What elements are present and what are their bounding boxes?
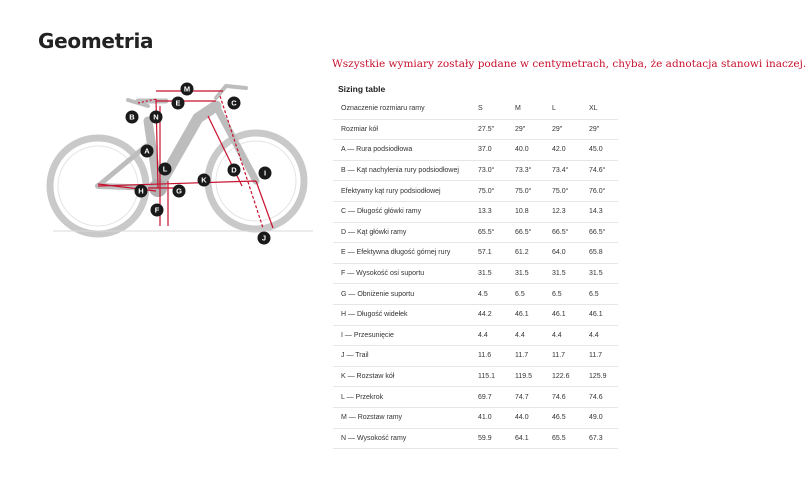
- row-value: 29": [581, 119, 618, 140]
- diagram-label-e: [172, 97, 185, 110]
- diagram-label-h: [135, 185, 148, 198]
- svg-text:K: K: [201, 175, 207, 185]
- row-value: 73.0°: [470, 160, 507, 181]
- row-label: I — Przesunięcie: [333, 325, 470, 346]
- row-value: 73.3°: [507, 160, 544, 181]
- row-value: 42.0: [544, 140, 581, 161]
- svg-text:D: D: [231, 165, 237, 175]
- row-value: 13.3: [470, 201, 507, 222]
- row-value: 4.4: [581, 325, 618, 346]
- row-label: K — Rozstaw kół: [333, 366, 470, 387]
- row-value: 45.0: [581, 140, 618, 161]
- table-row: [333, 346, 618, 367]
- svg-text:G: G: [176, 186, 182, 196]
- row-value: 41.0: [470, 407, 507, 428]
- svg-text:B: B: [129, 112, 135, 122]
- row-value: 67.3: [581, 428, 618, 449]
- svg-text:L: L: [162, 164, 168, 174]
- row-value: 46.1: [544, 304, 581, 325]
- table-row: [333, 284, 618, 305]
- svg-text:I: I: [263, 168, 267, 178]
- diagram-label-b: [126, 111, 139, 124]
- row-value: 74.6: [544, 387, 581, 408]
- header-size-m: M: [507, 99, 544, 119]
- table-row: [333, 428, 618, 449]
- row-value: 49.0: [581, 407, 618, 428]
- row-value: 10.8: [507, 201, 544, 222]
- row-value: 6.5: [544, 284, 581, 305]
- svg-text:H: H: [138, 186, 144, 196]
- row-value: 46.1: [507, 304, 544, 325]
- row-value: 74.7: [507, 387, 544, 408]
- row-value: 65.5°: [470, 222, 507, 243]
- diagram-label-c: [228, 97, 241, 110]
- row-label: Rozmiar kół: [333, 119, 470, 140]
- row-value: 14.3: [581, 201, 618, 222]
- row-value: 6.5: [507, 284, 544, 305]
- table-row: [333, 201, 618, 222]
- page-title: Geometria: [38, 29, 154, 53]
- row-value: 29": [544, 119, 581, 140]
- row-value: 75.0°: [507, 181, 544, 202]
- row-value: 4.4: [544, 325, 581, 346]
- row-value: 11.7: [507, 346, 544, 367]
- header-size-l: L: [544, 99, 581, 119]
- row-value: 44.2: [470, 304, 507, 325]
- row-value: 37.0: [470, 140, 507, 161]
- diagram-label-g: [173, 185, 186, 198]
- row-label: M — Rozstaw ramy: [333, 407, 470, 428]
- diagram-label-i: [259, 167, 272, 180]
- row-value: 65.8: [581, 243, 618, 264]
- row-value: 66.5°: [581, 222, 618, 243]
- row-value: 65.5: [544, 428, 581, 449]
- table-row: [333, 387, 618, 408]
- row-label: F — Wysokość osi suportu: [333, 263, 470, 284]
- table-row: [333, 160, 618, 181]
- row-value: 75.0°: [470, 181, 507, 202]
- row-value: 31.5: [544, 263, 581, 284]
- table-row: [333, 181, 618, 202]
- diagram-label-d: [228, 164, 241, 177]
- row-value: 66.5°: [544, 222, 581, 243]
- diagram-label-j: [258, 232, 271, 245]
- row-value: 61.2: [507, 243, 544, 264]
- table-row: [333, 366, 618, 387]
- row-value: 69.7: [470, 387, 507, 408]
- row-value: 125.9: [581, 366, 618, 387]
- diagram-label-l: [159, 163, 172, 176]
- row-value: 76.0°: [581, 181, 618, 202]
- row-value: 122.6: [544, 366, 581, 387]
- row-value: 4.4: [470, 325, 507, 346]
- svg-text:C: C: [231, 98, 237, 108]
- row-value: 27.5": [470, 119, 507, 140]
- bike-geometry-diagram: [48, 76, 318, 251]
- row-label: J — Trail: [333, 346, 470, 367]
- table-row: [333, 222, 618, 243]
- table-row: [333, 263, 618, 284]
- row-value: 59.9: [470, 428, 507, 449]
- row-value: 74.6°: [581, 160, 618, 181]
- row-value: 40.0: [507, 140, 544, 161]
- row-value: 75.0°: [544, 181, 581, 202]
- row-value: 46.1: [581, 304, 618, 325]
- row-value: 64.0: [544, 243, 581, 264]
- row-value: 44.0: [507, 407, 544, 428]
- row-value: 64.1: [507, 428, 544, 449]
- row-value: 46.5: [544, 407, 581, 428]
- row-label: L — Przekrok: [333, 387, 470, 408]
- svg-text:N: N: [153, 112, 159, 122]
- diagram-label-n: [150, 111, 163, 124]
- diagram-label-k: [198, 174, 211, 187]
- units-note: Wszystkie wymiary zostały podane w centymetrach, chyba, że adnotacja stanowi inaczej.: [332, 58, 806, 70]
- row-value: 74.6: [581, 387, 618, 408]
- svg-text:A: A: [144, 146, 150, 156]
- row-value: 31.5: [470, 263, 507, 284]
- svg-text:M: M: [183, 84, 191, 94]
- table-caption: Sizing table: [338, 84, 386, 94]
- row-label: A — Rura podsiodłowa: [333, 140, 470, 161]
- table-header-row: [333, 99, 618, 119]
- svg-text:F: F: [154, 205, 160, 215]
- table-row: [333, 119, 618, 140]
- row-value: 29": [507, 119, 544, 140]
- table-row: [333, 407, 618, 428]
- row-value: 11.7: [544, 346, 581, 367]
- row-label: C — Długość główki ramy: [333, 201, 470, 222]
- row-label: Efektywny kąt rury podsiodłowej: [333, 181, 470, 202]
- row-label: B — Kąt nachylenia rury podsiodłowej: [333, 160, 470, 181]
- row-value: 6.5: [581, 284, 618, 305]
- row-value: 4.5: [470, 284, 507, 305]
- diagram-label-a: [141, 145, 154, 158]
- header-size-s: S: [470, 99, 507, 119]
- row-label: G — Obniżenie suportu: [333, 284, 470, 305]
- table-row: [333, 243, 618, 264]
- row-value: 11.7: [581, 346, 618, 367]
- row-value: 31.5: [581, 263, 618, 284]
- row-value: 115.1: [470, 366, 507, 387]
- row-label: D — Kąt główki ramy: [333, 222, 470, 243]
- diagram-label-m: [181, 83, 194, 96]
- table-row: [333, 325, 618, 346]
- row-label: N — Wysokość ramy: [333, 428, 470, 449]
- row-value: 57.1: [470, 243, 507, 264]
- diagram-label-f: [151, 204, 164, 217]
- row-value: 66.5°: [507, 222, 544, 243]
- table-row: [333, 304, 618, 325]
- row-value: 4.4: [507, 325, 544, 346]
- row-value: 31.5: [507, 263, 544, 284]
- row-value: 119.5: [507, 366, 544, 387]
- row-label: E — Efektywna długość górnej rury: [333, 243, 470, 264]
- row-value: 73.4°: [544, 160, 581, 181]
- svg-text:J: J: [261, 233, 267, 243]
- svg-text:E: E: [175, 98, 181, 108]
- row-value: 12.3: [544, 201, 581, 222]
- sizing-table: [333, 99, 618, 449]
- header-frame-size: Oznaczenie rozmiaru ramy: [333, 99, 470, 119]
- table-row: [333, 140, 618, 161]
- row-label: H — Długość widełek: [333, 304, 470, 325]
- row-value: 11.6: [470, 346, 507, 367]
- header-size-xl: XL: [581, 99, 618, 119]
